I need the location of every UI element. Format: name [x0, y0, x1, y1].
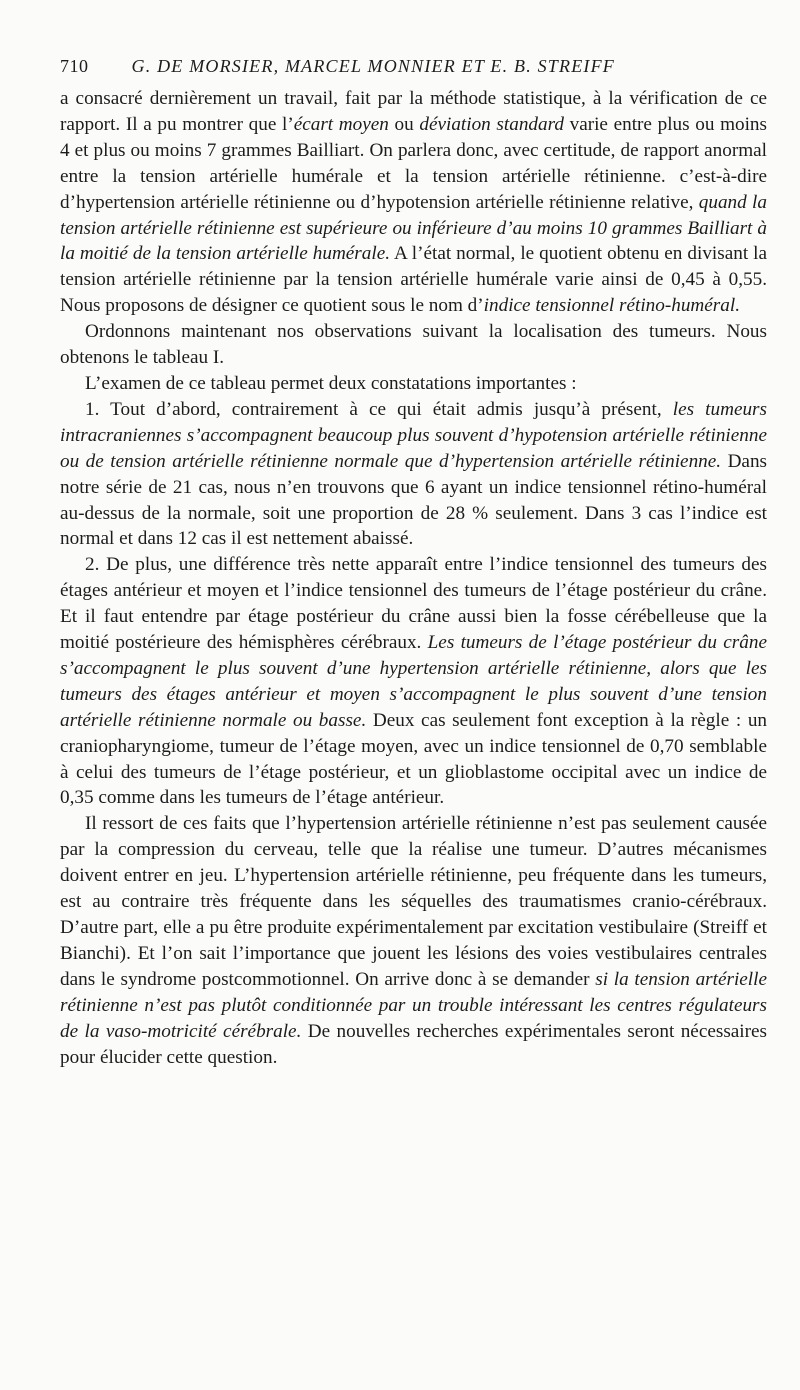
italic-run: déviation standard [419, 113, 564, 135]
text-run: Il ressort de ces faits que l’hypertension artérielle rétinienne n’est pas seulement causée par la compression du cerveau, telle que la réalise une tumeur. D’autres mécanismes doivent entrer en jeu. L’hypertension artérielle rétinienne, peu fréquente dans les tumeurs, est au contraire très fréquente dans les séquelles des traumatismes cranio-cérébraux. D’autre part, elle a pu être produite expérimentalement par excitation vestibulaire (Streiff et Bianchi). Et l’on sait l’importance que jouent les lésions des voies vestibulaires centrales dans le syndrome postcommotionnel. On arrive donc à se demander [60, 813, 767, 990]
text-run: varie entre plus ou moins 4 et plus ou moins 7 grammes Bailliart. On parlera donc, avec certitude, de rapport anormal entre la tension artérielle humérale et la tension artérielle rétinienne. c’est-à-dire d’hypertension artérielle rétinienne ou d’hypotension artérielle rétinienne relative, [60, 113, 767, 213]
body-text [60, 86, 767, 1070]
text-run: De nouvelles recherches expérimentales seront nécessaires pour élucider cette question. [60, 1020, 767, 1068]
italic-run: les tumeurs intracraniennes s’accompagnent beaucoup plus souvent d’hypotension artérielle rétinienne ou de tension artérielle rétinienne normale que d’hypertension artérielle rétinienne. [60, 398, 767, 472]
running-header [60, 56, 760, 77]
running-title: G. DE MORSIER, MARCEL MONNIER ET E. B. STREIFF [131, 56, 615, 76]
text-run: a consacré dernièrement un travail, fait par la méthode statistique, à la vérification de ce rapport. Il a pu montrer que l’ [60, 88, 767, 135]
text-run: Ordonnons maintenant nos observations suivant la localisation des tumeurs. Nous obtenons le tableau I. [60, 321, 767, 369]
italic-run: Les tumeurs de l’étage postérieur du crâne s’accompagnent le plus souvent d’une hypertension artérielle rétinienne, alors que les tumeurs des étages antérieur et moyen s’accompagnent le plus souvent d’une tension artérielle rétinienne normale ou basse. [60, 632, 767, 731]
paragraph [60, 319, 767, 371]
text-run: Deux cas seulement font exception à la règle : un craniopharyngiome, tumeur de l’étage moyen, avec un indice tensionnel de 0,70 semblable à celui des tumeurs de l’étage postérieur, et un glioblastome occipital avec un indice de 0,35 comme dans les tumeurs de l’étage antérieur. [60, 709, 768, 809]
text-run: Dans notre série de 21 cas, nous n’en trouvons que 6 ayant un indice tensionnel rétino-huméral au-dessus de la normale, soit une proportion de 28 % seulement. Dans 3 cas l’indice est normal et dans 12 cas il est nettement abaissé. [60, 450, 768, 550]
paragraph [60, 371, 767, 397]
text-run: L’examen de ce tableau permet deux constatations importantes : [85, 372, 577, 394]
text-run: A l’état normal, le quotient obtenu en divisant la tension artérielle rétinienne par la tension artérielle humérale varie ainsi de 0,45 à 0,55. Nous proposons de désigner ce quotient sous le nom d’ [60, 243, 768, 317]
paragraph-point-1 [60, 397, 767, 552]
paragraph-conclusion [60, 811, 767, 1070]
page-number: 710 [60, 56, 89, 76]
italic-run: indice tensionnel rétino-huméral. [483, 295, 740, 317]
text-run: 1. Tout d’abord, contrairement à ce qui était admis jusqu’à présent, [85, 398, 673, 420]
italic-run: quand la tension artérielle rétinienne est supérieure ou inférieure d’au moins 10 grammes Bailliart à la moitié de la tension artérielle humérale. [60, 191, 767, 265]
paragraph-point-2 [60, 552, 767, 811]
paragraph-continuation [60, 86, 767, 319]
italic-run: écart moyen [293, 113, 389, 135]
italic-run: si la tension artérielle rétinienne n’est pas plutôt conditionnée par un trouble intéressant les centres régulateurs de la vaso-motricité cérébrale. [60, 968, 767, 1042]
text-run: 2. De plus, une différence très nette apparaît entre l’indice tensionnel des tumeurs des étages antérieur et moyen et l’indice tensionnel des tumeurs de l’étage postérieur du crâne. Et il faut entendre par étage postérieur du crâne aussi bien la fosse cérébelleuse que la moitié postérieure des hémisphères cérébraux. [60, 554, 767, 654]
text-run: ou [388, 113, 420, 135]
